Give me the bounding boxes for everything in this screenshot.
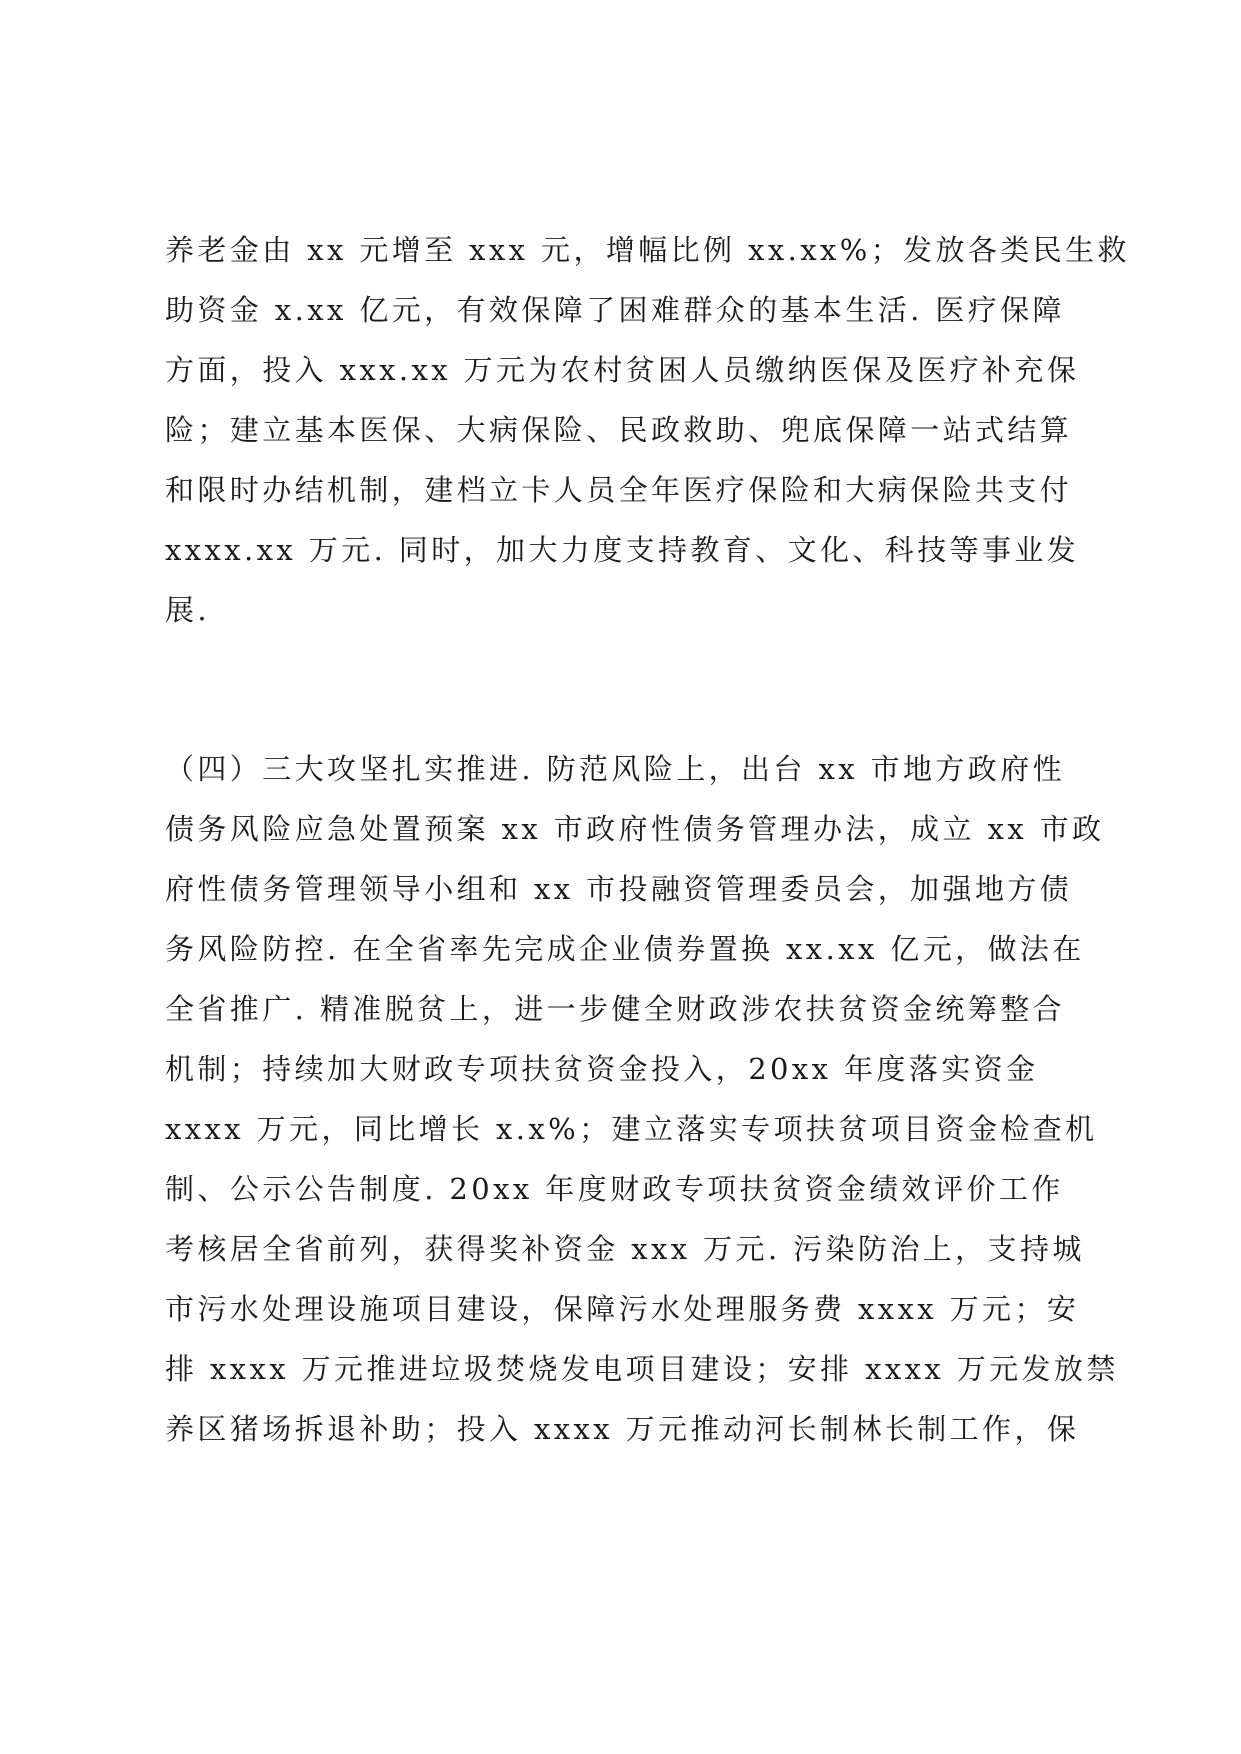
text-line: 险；建立基本医保、大病保险、民政救助、兜底保障一站式结算 — [165, 413, 1073, 447]
text-line: 务风险防控. 在全省率先完成企业债券置换 xx.xx 亿元，做法在 — [165, 932, 1085, 966]
text-line: 排 xxxx 万元推进垃圾焚烧发电项目建设；安排 xxxx 万元发放禁 — [165, 1352, 1119, 1386]
text-line: xxxx.xx 万元. 同时，加大力度支持教育、文化、科技等事业发 — [165, 533, 1080, 567]
text-line: xxxx 万元，同比增长 x.x%；建立落实专项扶贫项目资金检查机 — [165, 1112, 1098, 1146]
text-line: 全省推广. 精准脱贫上，进一步健全财政涉农扶贫资金统筹整合 — [165, 992, 1066, 1026]
text-line: 制、公示公告制度. 20xx 年度财政专项扶贫资金绩效评价工作 — [165, 1172, 1064, 1206]
text-line: 助资金 x.xx 亿元，有效保障了困难群众的基本生活. 医疗保障 — [165, 293, 1065, 327]
text-line: 债务风险应急处置预案 xx 市政府性债务管理办法，成立 xx 市政 — [165, 812, 1105, 846]
text-line: （四）三大攻坚扎实推进. 防范风险上，出台 xx 市地方政府性 — [165, 752, 1065, 786]
text-line: 养区猪场拆退补助；投入 xxxx 万元推动河长制林长制工作，保 — [165, 1412, 1080, 1446]
text-line: 市污水处理设施项目建设，保障污水处理服务费 xxxx 万元；安 — [165, 1292, 1080, 1326]
text-line: 养老金由 xx 元增至 xxx 元，增幅比例 xx.xx%；发放各类民生救 — [165, 233, 1130, 267]
text-line: 考核居全省前列，获得奖补资金 xxx 万元. 污染防治上，支持城 — [165, 1232, 1085, 1266]
text-line: 展. — [165, 593, 211, 627]
text-line: 府性债务管理领导小组和 xx 市投融资管理委员会，加强地方债 — [165, 872, 1073, 906]
text-line: 机制；持续加大财政专项扶贫资金投入，20xx 年度落实资金 — [165, 1052, 1039, 1086]
text-line: 方面，投入 xxx.xx 万元为农村贫困人员缴纳医保及医疗补充保 — [165, 353, 1080, 387]
text-line: 和限时办结机制，建档立卡人员全年医疗保险和大病保险共支付 — [165, 473, 1073, 507]
